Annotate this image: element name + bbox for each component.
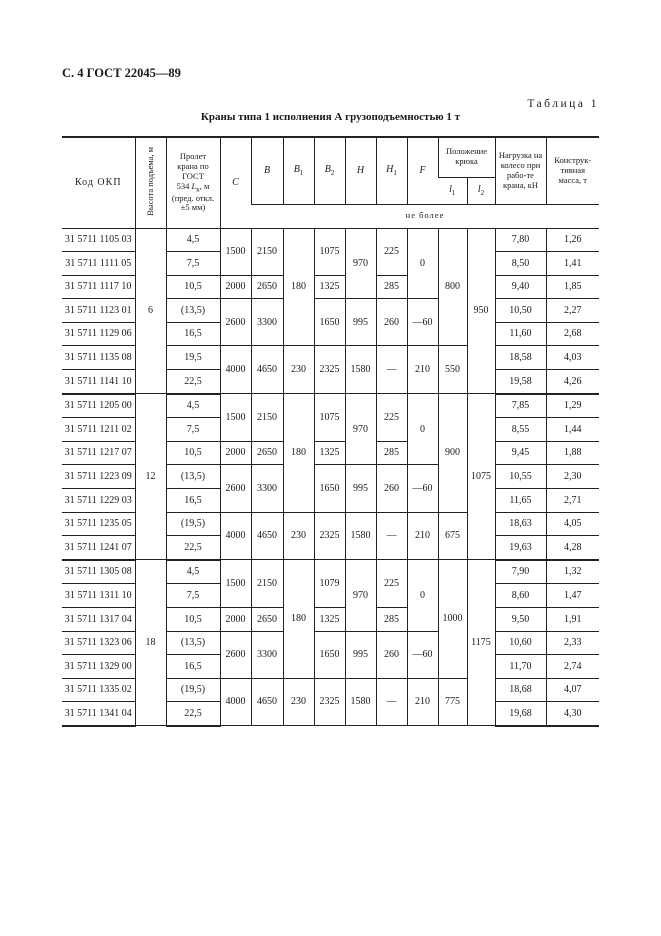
cell-kod: 31 5711 1241 07 bbox=[62, 536, 135, 560]
cell-span: 22,5 bbox=[166, 370, 220, 394]
cell-load: 18,63 bbox=[495, 512, 546, 536]
cell-kod: 31 5711 1129 06 bbox=[62, 322, 135, 346]
col-header-l1: $l_1$ bbox=[438, 177, 467, 204]
cell-b: 2650 bbox=[251, 275, 283, 299]
cell-b1: 180 bbox=[283, 228, 314, 346]
cell-mass: 4,30 bbox=[546, 702, 599, 726]
cell-b: 4650 bbox=[251, 512, 283, 560]
cell-b: 3300 bbox=[251, 299, 283, 346]
cell-b2: 1325 bbox=[314, 275, 345, 299]
cell-b2: 1075 bbox=[314, 394, 345, 442]
cell-span: 10,5 bbox=[166, 441, 220, 465]
cell-kod: 31 5711 1317 04 bbox=[62, 608, 135, 632]
cell-mass: 1,26 bbox=[546, 228, 599, 252]
col-header-kod: Код ОКП bbox=[62, 137, 135, 228]
cell-b2: 1325 bbox=[314, 441, 345, 465]
cell-f: —60 bbox=[407, 631, 438, 678]
cell-b1: 230 bbox=[283, 678, 314, 726]
cell-f: —60 bbox=[407, 299, 438, 346]
cell-b2: 1650 bbox=[314, 299, 345, 346]
cell-h1: — bbox=[376, 678, 407, 726]
cell-mass: 4,03 bbox=[546, 346, 599, 370]
cranes-table bbox=[62, 136, 599, 727]
cell-c: 2600 bbox=[220, 631, 251, 678]
cell-h1: 225 bbox=[376, 228, 407, 275]
col-header-f: F bbox=[407, 137, 438, 204]
cell-mass: 4,07 bbox=[546, 678, 599, 702]
cell-b: 2150 bbox=[251, 394, 283, 442]
table-caption: Краны типа 1 исполнения А грузоподъемностью 1 т bbox=[200, 111, 461, 123]
cell-l1: 1000 bbox=[438, 560, 467, 678]
cell-load: 10,50 bbox=[495, 299, 546, 323]
cell-span: (13,5) bbox=[166, 299, 220, 323]
cell-b: 3300 bbox=[251, 465, 283, 512]
cell-l2: 950 bbox=[467, 228, 495, 394]
cell-h: 1580 bbox=[345, 346, 376, 394]
cell-span: 22,5 bbox=[166, 536, 220, 560]
cell-l2: 1075 bbox=[467, 394, 495, 560]
col-header-span: Пролет крана по ГОСТ 534 $L_к$, м (пред. откл. ±5 мм) bbox=[166, 137, 220, 228]
cell-load: 10,60 bbox=[495, 631, 546, 655]
table-label: Таблица 1 bbox=[527, 98, 599, 110]
cell-f: 0 bbox=[407, 560, 438, 631]
col-header-height: Высота подъема, м bbox=[135, 137, 166, 228]
cell-b1: 230 bbox=[283, 512, 314, 560]
col-header-hook: Положение крюка bbox=[438, 137, 495, 177]
cell-span: 16,5 bbox=[166, 489, 220, 513]
cell-mass: 2,27 bbox=[546, 299, 599, 323]
cell-b2: 1650 bbox=[314, 465, 345, 512]
cell-load: 9,45 bbox=[495, 441, 546, 465]
cell-kod: 31 5711 1229 03 bbox=[62, 489, 135, 513]
col-header-h: H bbox=[345, 137, 376, 204]
cell-load: 19,63 bbox=[495, 536, 546, 560]
cell-h1: 225 bbox=[376, 394, 407, 442]
cell-kod: 31 5711 1305 08 bbox=[62, 560, 135, 584]
cell-c: 1500 bbox=[220, 394, 251, 442]
cell-load: 11,70 bbox=[495, 655, 546, 679]
cell-span: 19,5 bbox=[166, 346, 220, 370]
cell-kod: 31 5711 1105 03 bbox=[62, 228, 135, 252]
cell-f: 210 bbox=[407, 346, 438, 394]
cell-b2: 2325 bbox=[314, 346, 345, 394]
cell-kod: 31 5711 1205 00 bbox=[62, 394, 135, 418]
col-header-no-more: не более bbox=[251, 204, 599, 228]
cell-load: 8,50 bbox=[495, 252, 546, 276]
cell-load: 11,60 bbox=[495, 322, 546, 346]
cell-b1: 180 bbox=[283, 394, 314, 512]
cell-span: 10,5 bbox=[166, 275, 220, 299]
cell-b: 2150 bbox=[251, 560, 283, 608]
cell-b: 2150 bbox=[251, 228, 283, 275]
cell-l1: 675 bbox=[438, 512, 467, 560]
cell-h: 1580 bbox=[345, 678, 376, 726]
cell-mass: 1,47 bbox=[546, 584, 599, 608]
cell-kod: 31 5711 1135 08 bbox=[62, 346, 135, 370]
cell-b: 2650 bbox=[251, 441, 283, 465]
cell-h1: 260 bbox=[376, 631, 407, 678]
cell-c: 4000 bbox=[220, 346, 251, 394]
cell-load: 18,58 bbox=[495, 346, 546, 370]
cell-mass: 2,71 bbox=[546, 489, 599, 513]
cell-b: 3300 bbox=[251, 631, 283, 678]
cell-kod: 31 5711 1335 02 bbox=[62, 678, 135, 702]
cell-b2: 2325 bbox=[314, 678, 345, 726]
cell-span: 7,5 bbox=[166, 252, 220, 276]
cell-h1: 260 bbox=[376, 299, 407, 346]
cell-c: 1500 bbox=[220, 560, 251, 608]
cell-h1: 225 bbox=[376, 560, 407, 608]
cell-load: 19,58 bbox=[495, 370, 546, 394]
cell-c: 2000 bbox=[220, 441, 251, 465]
cell-h1: 285 bbox=[376, 441, 407, 465]
cell-height: 18 bbox=[135, 560, 166, 726]
cell-load: 7,80 bbox=[495, 228, 546, 252]
cell-span: 16,5 bbox=[166, 322, 220, 346]
cell-h1: 260 bbox=[376, 465, 407, 512]
cell-kod: 31 5711 1141 10 bbox=[62, 370, 135, 394]
cell-b2: 1075 bbox=[314, 228, 345, 275]
cell-h: 970 bbox=[345, 394, 376, 465]
cell-l1: 800 bbox=[438, 228, 467, 346]
cell-kod: 31 5711 1117 10 bbox=[62, 275, 135, 299]
cell-c: 2000 bbox=[220, 608, 251, 632]
cell-h1: — bbox=[376, 346, 407, 394]
cell-mass: 1,32 bbox=[546, 560, 599, 584]
cell-mass: 1,85 bbox=[546, 275, 599, 299]
cell-load: 9,40 bbox=[495, 275, 546, 299]
cell-mass: 1,41 bbox=[546, 252, 599, 276]
table-row bbox=[62, 228, 599, 252]
cell-mass: 4,05 bbox=[546, 512, 599, 536]
cell-c: 2000 bbox=[220, 275, 251, 299]
cell-c: 4000 bbox=[220, 512, 251, 560]
col-header-b1: $B_1$ bbox=[283, 137, 314, 204]
cell-mass: 2,68 bbox=[546, 322, 599, 346]
cell-load: 10,55 bbox=[495, 465, 546, 489]
cell-span: 7,5 bbox=[166, 418, 220, 442]
col-header-mass: Конструк-тивная масса, т bbox=[546, 137, 599, 204]
cell-span: 16,5 bbox=[166, 655, 220, 679]
cell-mass: 2,33 bbox=[546, 631, 599, 655]
cell-span: (19,5) bbox=[166, 678, 220, 702]
cell-kod: 31 5711 1323 06 bbox=[62, 631, 135, 655]
cell-f: 0 bbox=[407, 394, 438, 465]
cell-b2: 2325 bbox=[314, 512, 345, 560]
col-header-load: Нагрузка на колесо при рабо-те крана, кН bbox=[495, 137, 546, 204]
cell-load: 18,68 bbox=[495, 678, 546, 702]
cell-span: 10,5 bbox=[166, 608, 220, 632]
cell-f: 0 bbox=[407, 228, 438, 299]
cell-span: 4,5 bbox=[166, 560, 220, 584]
cell-h: 970 bbox=[345, 228, 376, 299]
cell-b2: 1650 bbox=[314, 631, 345, 678]
cell-h: 1580 bbox=[345, 512, 376, 560]
cell-mass: 1,91 bbox=[546, 608, 599, 632]
cell-h: 995 bbox=[345, 631, 376, 678]
page-header: С. 4 ГОСТ 22045—89 bbox=[62, 66, 181, 80]
cell-l2: 1175 bbox=[467, 560, 495, 726]
cell-mass: 1,88 bbox=[546, 441, 599, 465]
cell-load: 7,90 bbox=[495, 560, 546, 584]
cell-kod: 31 5711 1111 05 bbox=[62, 252, 135, 276]
cell-kod: 31 5711 1211 02 bbox=[62, 418, 135, 442]
cell-load: 7,85 bbox=[495, 394, 546, 418]
cell-kod: 31 5711 1329 00 bbox=[62, 655, 135, 679]
cell-l1: 550 bbox=[438, 346, 467, 394]
cell-kod: 31 5711 1217 07 bbox=[62, 441, 135, 465]
table-row bbox=[62, 394, 599, 418]
col-header-b2: $B_2$ bbox=[314, 137, 345, 204]
cell-b1: 230 bbox=[283, 346, 314, 394]
cell-span: 7,5 bbox=[166, 584, 220, 608]
cell-h: 995 bbox=[345, 299, 376, 346]
col-header-c: C bbox=[220, 137, 251, 228]
cell-span: 22,5 bbox=[166, 702, 220, 726]
cell-l1: 900 bbox=[438, 394, 467, 512]
cell-kod: 31 5711 1123 01 bbox=[62, 299, 135, 323]
cell-f: 210 bbox=[407, 512, 438, 560]
cell-mass: 1,29 bbox=[546, 394, 599, 418]
cell-load: 19,68 bbox=[495, 702, 546, 726]
cell-h: 970 bbox=[345, 560, 376, 631]
cell-span: 4,5 bbox=[166, 228, 220, 252]
cell-kod: 31 5711 1235 05 bbox=[62, 512, 135, 536]
cell-span: (19,5) bbox=[166, 512, 220, 536]
cell-span: 4,5 bbox=[166, 394, 220, 418]
cell-mass: 4,28 bbox=[546, 536, 599, 560]
cell-f: 210 bbox=[407, 678, 438, 726]
cell-span: (13,5) bbox=[166, 631, 220, 655]
cell-h1: 285 bbox=[376, 608, 407, 632]
cell-l1: 775 bbox=[438, 678, 467, 726]
cell-load: 8,60 bbox=[495, 584, 546, 608]
cell-load: 8,55 bbox=[495, 418, 546, 442]
cell-load: 11,65 bbox=[495, 489, 546, 513]
col-header-l2: $l_2$ bbox=[467, 177, 495, 204]
cell-height: 6 bbox=[135, 228, 166, 394]
cell-c: 1500 bbox=[220, 228, 251, 275]
col-header-b: B bbox=[251, 137, 283, 204]
cell-h1: — bbox=[376, 512, 407, 560]
cell-load: 9,50 bbox=[495, 608, 546, 632]
table-row bbox=[62, 560, 599, 584]
cell-b: 4650 bbox=[251, 678, 283, 726]
cell-h1: 285 bbox=[376, 275, 407, 299]
cell-c: 2600 bbox=[220, 465, 251, 512]
cell-c: 4000 bbox=[220, 678, 251, 726]
cell-span: (13,5) bbox=[166, 465, 220, 489]
cell-c: 2600 bbox=[220, 299, 251, 346]
cell-b2: 1079 bbox=[314, 560, 345, 608]
cell-mass: 2,30 bbox=[546, 465, 599, 489]
cell-h: 995 bbox=[345, 465, 376, 512]
cell-kod: 31 5711 1341 04 bbox=[62, 702, 135, 726]
cell-mass: 2,74 bbox=[546, 655, 599, 679]
cell-b1: 180 bbox=[283, 560, 314, 678]
cell-height: 12 bbox=[135, 394, 166, 560]
cell-b: 4650 bbox=[251, 346, 283, 394]
cell-kod: 31 5711 1223 09 bbox=[62, 465, 135, 489]
cell-kod: 31 5711 1311 10 bbox=[62, 584, 135, 608]
cell-b2: 1325 bbox=[314, 608, 345, 632]
cell-b: 2650 bbox=[251, 608, 283, 632]
cell-mass: 1,44 bbox=[546, 418, 599, 442]
cell-f: —60 bbox=[407, 465, 438, 512]
cell-mass: 4,26 bbox=[546, 370, 599, 394]
col-header-h1: $H_1$ bbox=[376, 137, 407, 204]
